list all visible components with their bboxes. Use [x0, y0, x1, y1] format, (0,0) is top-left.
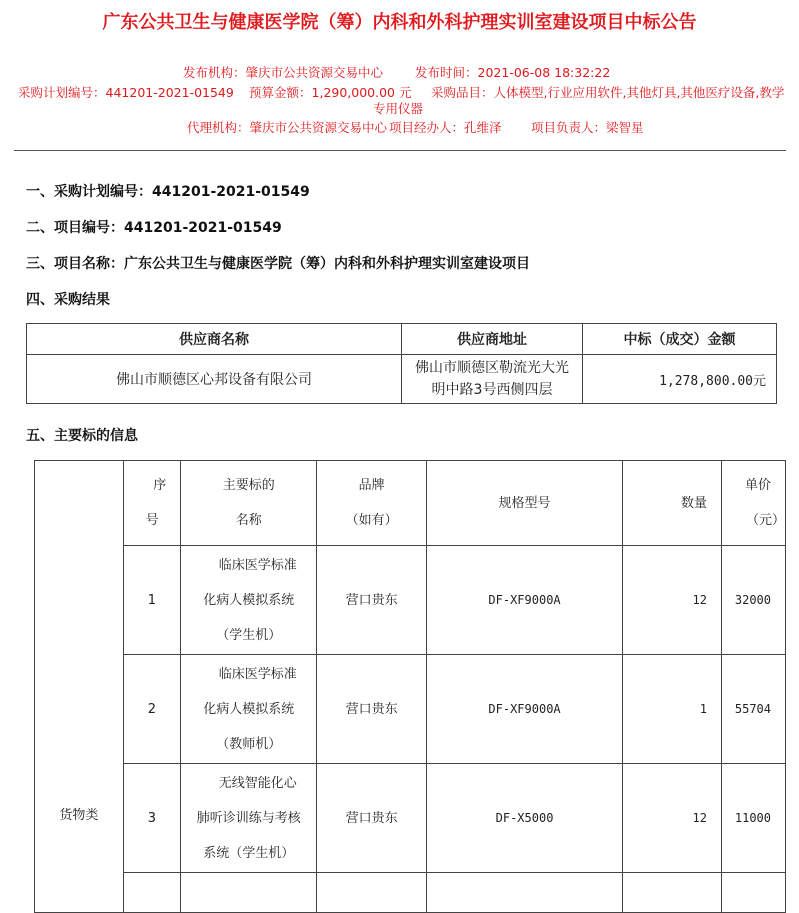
- item-name: [181, 655, 317, 764]
- section-plan-no: 一、采购计划编号：441201-2021-01549: [26, 184, 310, 200]
- plan-no-info: [18, 83, 234, 101]
- manager-info: [389, 118, 502, 136]
- col-price-line1: 单价: [744, 478, 771, 493]
- publisher-value: 肇庆市公共资源交易中心: [245, 65, 384, 80]
- publisher-label: 发布机构：: [183, 65, 246, 80]
- items-label: 采购品目：: [431, 85, 494, 100]
- table-row: [35, 546, 786, 655]
- item-name-line2: 化病人模拟系统: [203, 701, 295, 717]
- items-value-line2: 专用仪器: [373, 101, 424, 116]
- owner-info: [531, 118, 644, 136]
- header-divider: [14, 150, 786, 151]
- item-model: DF-XF9000A: [426, 546, 622, 655]
- publish-time-label: 发布时间：: [415, 65, 478, 80]
- item-seq: 2: [123, 655, 181, 764]
- col-amount: 中标（成交）金额: [583, 324, 777, 355]
- publisher-info: [183, 63, 383, 81]
- item-qty: 1: [623, 655, 722, 764]
- page-title: 广东公共卫生与健康医学院（筹）内科和外科护理实训室建设项目中标公告: [102, 12, 697, 33]
- item-name-line2: 肺听诊训练与考核: [196, 810, 301, 826]
- section-items: 五、主要标的信息: [26, 428, 138, 444]
- item-brand: 营口贵东: [317, 546, 427, 655]
- item-price: 11000: [721, 764, 785, 873]
- col-brand: [317, 461, 427, 546]
- col-price: [721, 461, 785, 546]
- item-name-line3: （教师机）: [216, 736, 282, 752]
- supplier-name: 佛山市顺德区心邦设备有限公司: [27, 355, 402, 404]
- table-row: [35, 655, 786, 764]
- item-seq: 3: [123, 764, 181, 873]
- item-name-line2: 化病人模拟系统: [203, 592, 295, 608]
- publish-time-value: 2021-06-08 18:32:22: [477, 65, 611, 80]
- owner-value: 梁智星: [606, 120, 644, 135]
- manager-label: 项目经办人：: [389, 120, 465, 135]
- col-qty: 数量: [623, 461, 722, 546]
- item-model: DF-XF9000A: [426, 655, 622, 764]
- col-seq-line1: 序: [153, 478, 167, 493]
- col-brand-line1: 品牌: [358, 478, 385, 493]
- supplier-address-line1: 佛山市顺德区勒流光大光: [415, 360, 569, 376]
- section-project-name: 三、项目名称：广东公共卫生与健康医学院（筹）内科和外科护理实训室建设项目: [26, 256, 530, 272]
- col-seq-line2: 号: [145, 513, 159, 528]
- table-row: [35, 764, 786, 873]
- col-price-line2: （元）: [745, 513, 785, 528]
- category-cell: [35, 461, 124, 913]
- items-info: [431, 83, 784, 101]
- item-name-line1: 无线智能化心: [218, 775, 297, 791]
- agent-label: 代理机构：: [187, 120, 250, 135]
- item-model: DF-X5000: [426, 764, 622, 873]
- agent-info: [187, 118, 387, 136]
- plan-no-label: 采购计划编号：: [18, 85, 106, 100]
- section-project-no: 二、项目编号：441201-2021-01549: [26, 220, 282, 236]
- item-qty: 12: [623, 764, 722, 873]
- item-name-line1: 临床医学标准: [218, 557, 297, 573]
- item-name-line3: 系统（学生机）: [203, 845, 295, 861]
- item-name-line1: 临床医学标准: [218, 666, 297, 682]
- items-table-header: [35, 461, 786, 546]
- award-amount: 1,278,800.00元: [583, 355, 777, 404]
- item-name-line3: （学生机）: [216, 627, 282, 643]
- col-brand-line2: （如有）: [345, 513, 398, 528]
- col-seq: [123, 461, 181, 546]
- col-item-name-line1: 主要标的: [222, 478, 275, 493]
- publish-time-info: [415, 63, 610, 81]
- result-table-header: [27, 324, 777, 355]
- result-table: [26, 323, 777, 404]
- supplier-address: [402, 355, 583, 404]
- col-supplier-address: 供应商地址: [402, 324, 583, 355]
- owner-label: 项目负责人：: [531, 120, 607, 135]
- item-qty: 12: [623, 546, 722, 655]
- manager-value: 孔维泽: [464, 120, 502, 135]
- category-label: 货物类: [59, 808, 99, 823]
- budget-label: 预算金额：: [249, 85, 312, 100]
- item-brand: 营口贵东: [317, 764, 427, 873]
- col-item-name: [181, 461, 317, 546]
- item-name: [181, 764, 317, 873]
- col-supplier-name: 供应商名称: [27, 324, 402, 355]
- item-price: 55704: [721, 655, 785, 764]
- items-table: [34, 460, 786, 913]
- supplier-address-line2: 明中路3号西侧四层: [431, 382, 553, 398]
- budget-value: 1,290,000.00 元: [311, 85, 412, 100]
- section-result: 四、采购结果: [26, 292, 110, 308]
- items-value-line1: 人体模型,行业应用软件,其他灯具,其他医疗设备,教学: [493, 85, 785, 100]
- item-name: [181, 546, 317, 655]
- agent-value: 肇庆市公共资源交易中心: [249, 120, 388, 135]
- item-brand: 营口贵东: [317, 655, 427, 764]
- table-row: [27, 355, 777, 404]
- item-price: 32000: [721, 546, 785, 655]
- table-row-partial: [35, 873, 786, 913]
- col-item-name-line2: 名称: [235, 513, 262, 528]
- col-model: 规格型号: [426, 461, 622, 546]
- plan-no-value: 441201-2021-01549: [105, 85, 234, 100]
- item-seq: 1: [123, 546, 181, 655]
